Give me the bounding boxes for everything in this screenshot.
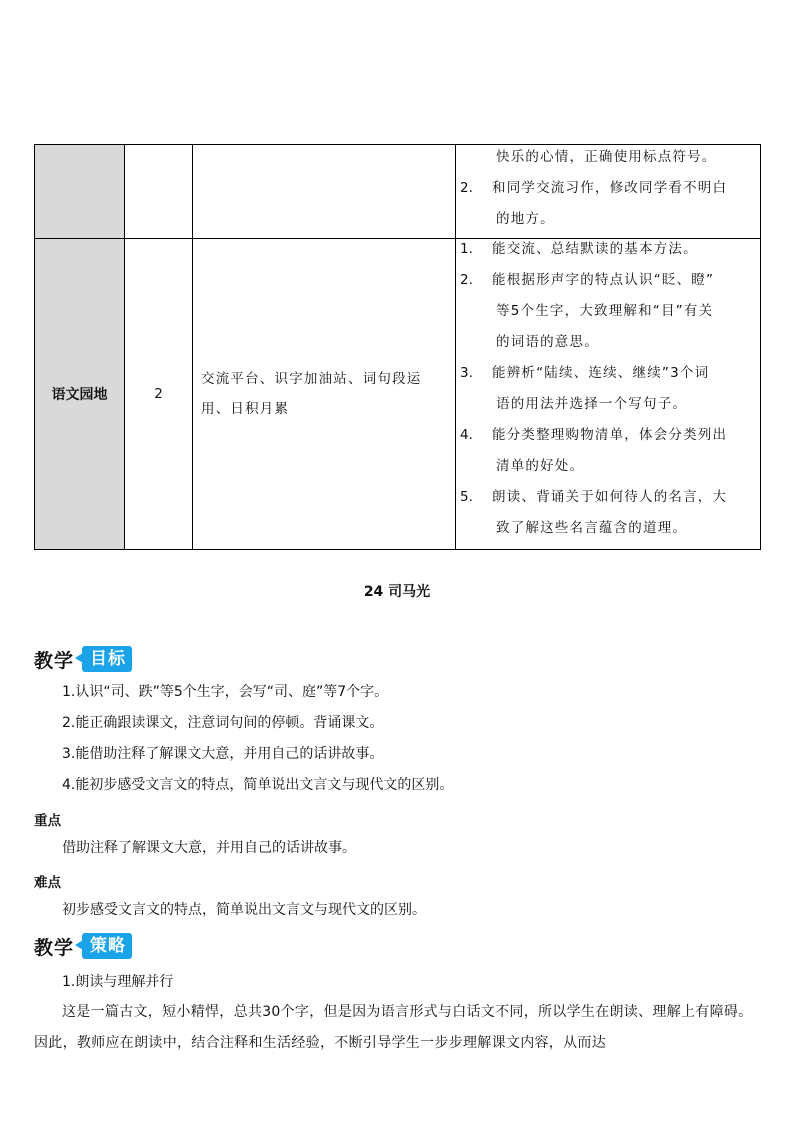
goal-text: 能根据形声字的特点认识“眨、瞪” xyxy=(492,272,715,288)
content-cell xyxy=(193,145,456,239)
objective-item: 3.能借助注释了解课文大意，并用自己的话讲故事。 xyxy=(62,746,384,762)
strategy-text: 这是一篇古文，短小精悍，总共30个字，但是因为语言形式与白话文不同，所以学生在朗读、理解上有障碍。因此，教师应在朗读中，结合注释和生活经验，不断引导学生一步步理解课文内容，从而达 xyxy=(34,1004,753,1051)
goal-number: 3. xyxy=(460,365,473,381)
content-line: 用、日积月累 xyxy=(201,401,290,417)
goal-number: 2. xyxy=(460,180,473,196)
strategy-title: 1.朗读与理解并行 xyxy=(62,974,174,990)
objective-item: 4.能初步感受文言文的特点，简单说出文言文与现代文的区别。 xyxy=(62,777,454,793)
difficulty-label: 难点 xyxy=(34,875,61,891)
unit-plan-table xyxy=(34,144,761,550)
goals-cell xyxy=(456,239,761,550)
heading-tag: 目标 xyxy=(82,646,132,672)
goal-continuation: 等5个生字，大致理解和“目”有关 xyxy=(496,303,714,319)
goal-number: 4. xyxy=(460,427,473,443)
objective-item: 1.认识“司、跌”等5个生字，会写“司、庭”等7个字。 xyxy=(62,684,389,700)
heading-main: 教学 xyxy=(34,936,75,959)
table-row xyxy=(35,239,761,550)
unit-name: 语文园地 xyxy=(51,387,108,403)
goal-item xyxy=(460,358,754,389)
strategy-heading xyxy=(34,932,132,960)
objective-item: 2.能正确跟读课文，注意词句间的停顿。背诵课文。 xyxy=(62,715,384,731)
unit-name-cell xyxy=(35,145,125,239)
goal-text: 能辨析“陆续、连续、继续”3个词 xyxy=(492,365,710,381)
goal-continuation: 快乐的心情，正确使用标点符号。 xyxy=(496,149,717,165)
objectives-heading xyxy=(34,645,132,673)
heading-main: 教学 xyxy=(34,649,75,672)
goal-continuation: 的词语的意思。 xyxy=(496,334,599,350)
goal-continuation: 的地方。 xyxy=(496,211,555,227)
table-row xyxy=(35,145,761,239)
lesson-title: 24 司马光 xyxy=(363,584,431,600)
goal-number: 2. xyxy=(460,272,473,288)
goal-text: 能交流、总结默读的基本方法。 xyxy=(492,241,698,257)
goals-cell xyxy=(456,145,761,239)
content-cell xyxy=(193,239,456,550)
heading-tag: 策略 xyxy=(82,933,132,959)
class-hours: 2 xyxy=(154,386,163,402)
difficulty-text: 初步感受文言文的特点，简单说出文言文与现代文的区别。 xyxy=(62,902,426,918)
goal-item xyxy=(460,173,754,204)
goal-number: 1. xyxy=(460,241,473,257)
goal-text: 能分类整理购物清单，体会分类列出 xyxy=(492,427,728,443)
content-text xyxy=(201,364,447,424)
key-point-label: 重点 xyxy=(34,813,61,829)
goal-text: 朗读、背诵关于如何待人的名言，大 xyxy=(492,489,728,505)
goal-number: 5. xyxy=(460,489,473,505)
goal-item xyxy=(460,420,754,451)
goal-item xyxy=(460,265,754,296)
goal-text: 和同学交流习作，修改同学看不明白 xyxy=(492,180,728,196)
goal-continuation: 致了解这些名言蕴含的道理。 xyxy=(496,520,688,536)
goal-item xyxy=(460,234,754,265)
content-line: 交流平台、识字加油站、词句段运 xyxy=(201,371,422,387)
key-point-text: 借助注释了解课文大意，并用自己的话讲故事。 xyxy=(62,840,356,856)
goal-continuation: 语的用法并选择一个写句子。 xyxy=(496,396,688,412)
goal-item xyxy=(460,482,754,513)
unit-name-cell xyxy=(35,239,125,550)
goal-continuation: 清单的好处。 xyxy=(496,458,585,474)
hours-cell xyxy=(125,145,193,239)
hours-cell xyxy=(125,239,193,550)
